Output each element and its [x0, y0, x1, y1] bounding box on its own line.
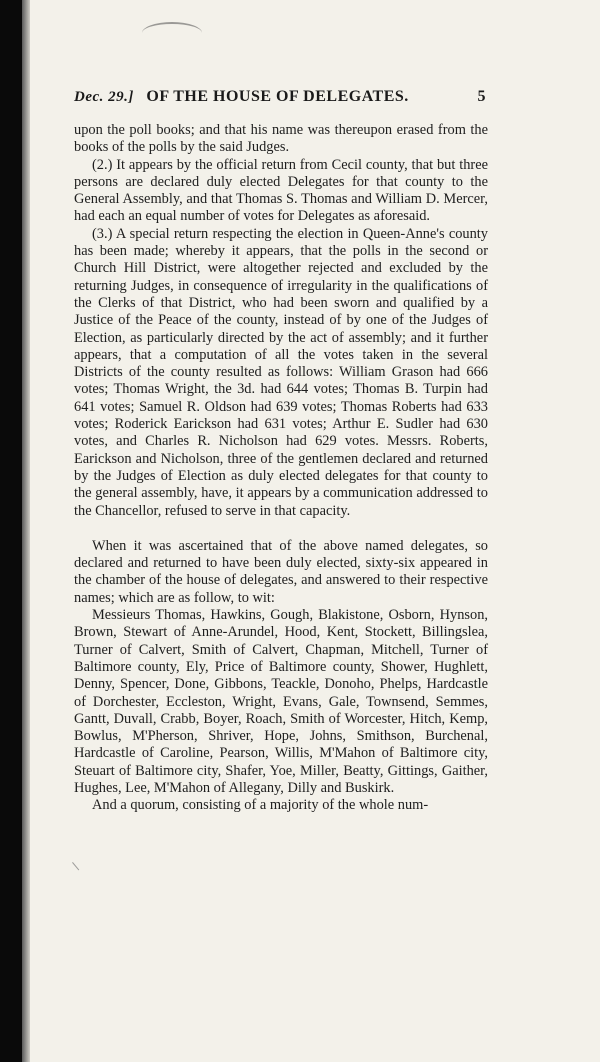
- header-date: Dec. 29.]: [74, 89, 134, 105]
- page-gutter: [22, 0, 30, 1062]
- ink-mark: [142, 22, 202, 44]
- page-number: 5: [477, 88, 486, 105]
- margin-mark: [72, 856, 87, 871]
- paragraph-quorum: And a quorum, consisting of a majority of the whole num-: [92, 797, 429, 814]
- page-body: [74, 122, 488, 815]
- paragraph-delegates-appeared: When it was ascertained that of the above named delegates, so declared and returned to have been duly elected, sixty-six appeared in the chamber of the house of delegates, and answered to their respective names; which are as follow, to wit:: [74, 537, 488, 606]
- paragraph-delegate-names: Messieurs Thomas, Hawkins, Gough, Blakistone, Osborn, Hynson, Brown, Stewart of Anne-Arundel, Hood, Kent, Stockett, Billingslea, Turner of Calvert, Smith of Calvert, Chapman, Mitchell, Turner of Baltimore county, Ely, Price of Baltimore county, Shower, Hughlett, Denny, Spencer, Done, Gibbons, Teackle, Donoho, Phelps, Hardcastle of Dorchester, Eccleston, Wright, Evans, Gale, Townsend, Semmes, Gantt, Duvall, Crabb, Boyer, Roach, Smith of Worcester, Hitch, Kemp, Bowlus, M'Pherson, Shriver, Hope, Johns, Smithson, Burchenal, Hardcastle of Caroline, Pearson, Willis, M'Mahon of Baltimore city, Steuart of Baltimore city, Shafer, Yoe, Miller, Beatty, Gittings, Gaither, Hughes, Lee, M'Mahon of Allegany, Dilly and Buskirk.: [74, 607, 488, 796]
- running-header: [74, 88, 486, 106]
- header-title: OF THE HOUSE OF DELEGATES.: [146, 88, 409, 105]
- paragraph-cecil-county: (2.) It appears by the official return from Cecil county, that but three persons are declared duly elected Delegates for that county to the General Assembly, and that Thomas S. Thomas and William D. Mercer, had each an equal number of votes for Delegates as aforesaid.: [74, 156, 488, 225]
- paragraph-continued: upon the poll books; and that his name was thereupon erased from the books of the polls by the said Judges.: [74, 122, 488, 156]
- paragraph-queen-annes-county: (3.) A special return respecting the election in Queen-Anne's county has been made; whereby it appears, that the polls in the second or Church Hill District, were altogether rejected and excluded by the returning Judges, in consequence of irregularity in the qualifications of the Clerks of that District, who had been sworn and qualified by a Justice of the Peace of the county, instead of by one of the Judges of Election, as particularly directed by the act of assembly; and it further appears, that a computation of all the votes taken in the several Districts of the county resulted as follows: William Grason had 666 votes; Thomas Wright, the 3d. had 644 votes; Thomas B. Turpin had 641 votes; Samuel R. Oldson had 639 votes; Thomas Roberts had 633 votes; Roderick Earickson had 631 votes; Arthur E. Sudler had 630 votes, and Charles R. Nicholson had 629 votes. Messrs. Roberts, Earickson and Nicholson, three of the gentlemen declared and returned by the Judges of Election as duly elected delegates for that county to the general assembly, have, it appears by a communication addressed to the Chancellor, refused to serve in that capacity.: [74, 225, 488, 519]
